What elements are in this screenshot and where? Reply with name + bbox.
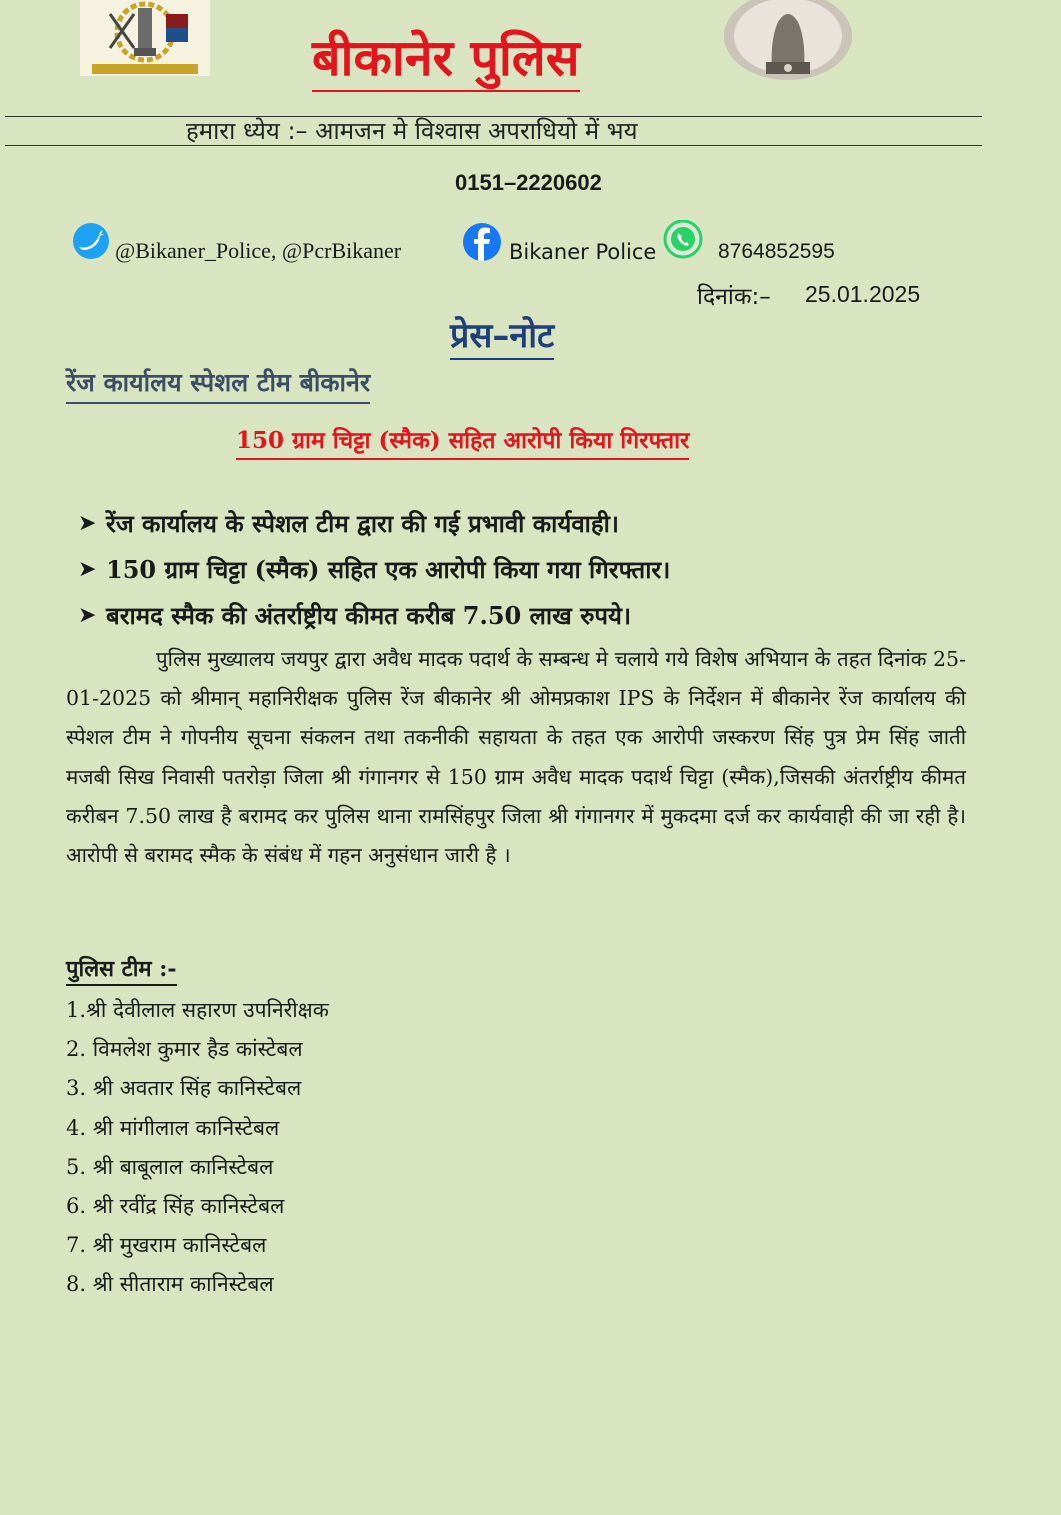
highlight-text: 150 ग्राम चिट्टा (स्मैक) सहित एक आरोपी किया गया गिरफ्तार। bbox=[106, 554, 671, 584]
news-headline: 150 ग्राम चिट्टा (स्मैक) सहित आरोपी किया गिरफ्तार bbox=[236, 424, 689, 460]
motto: हमारा ध्येय :– आमजन मे विश्वास अपराधियो में भय bbox=[186, 117, 638, 145]
body-paragraph: पुलिस मुख्यालय जयपुर द्वारा अवैध मादक पदार्थ के सम्बन्ध मे चलाये गये विशेष अभियान के तहत दिनांक 25-01-2025 को श्रीमान् महानिरीक्षक पुलिस रेंज बीकानेर श्री ओमप्रकाश IPS के निर्देशन में बीकानेर रेंज कार्यालय की स्पेशल टीम ने गोपनीय सूचना संकलन तथा तकनीकी सहायता के तहत एक आरोपी जस्करण सिंह पुत्र प्रेम सिंह जाती मजबी सिख निवासी पतरोड़ा जिला श्री गंगानगर से 150 ग्राम अवैध मादक पदार्थ चिट्टा (स्मैक),जिसकी अंतर्राष्ट्रीय कीमत करीबन 7.50 लाख है बरामद कर पुलिस थाना रामसिंहपुर जिला श्री गंगानगर में मुकदमा दर्ज कर कार्यवाही की जा रही है। आरोपी से बरामद स्मैक के संबंध में गहन अनुसंधान जारी है । bbox=[66, 647, 966, 868]
police-team-list bbox=[66, 992, 329, 1306]
team-member: 1.श्री देवीलाल सहारण उपनिरीक्षक bbox=[66, 998, 329, 1022]
facebook-icon bbox=[456, 222, 508, 262]
arrow-bullet-icon: ➤ bbox=[78, 510, 97, 536]
team-member: 2. विमलेश कुमार हैड कांस्टेबल bbox=[66, 1037, 303, 1062]
highlight-item bbox=[78, 592, 978, 638]
ashoka-emblem-icon bbox=[722, 0, 854, 82]
facebook-page-name[interactable]: Bikaner Police bbox=[509, 240, 657, 264]
police-team-heading: पुलिस टीम :- bbox=[66, 954, 177, 986]
twitter-icon bbox=[67, 222, 115, 260]
arrow-bullet-icon: ➤ bbox=[78, 602, 97, 628]
page-title: बीकानेर पुलिस bbox=[312, 26, 580, 92]
highlight-text: रेंज कार्यालय के स्पेशल टीम द्वारा की गई प्रभावी कार्यवाही। bbox=[106, 508, 619, 538]
twitter-handles[interactable]: @Bikaner_Police, @PcrBikaner bbox=[115, 238, 402, 263]
date-label: दिनांक:– bbox=[697, 284, 771, 310]
highlight-item bbox=[78, 546, 978, 592]
press-note-heading: प्रेस–नोट bbox=[450, 314, 554, 360]
team-member: 3. श्री अवतार सिंह कानिस्टेबल bbox=[66, 1076, 302, 1101]
date-value: 25.01.2025 bbox=[805, 281, 921, 307]
arrow-bullet-icon: ➤ bbox=[78, 556, 97, 582]
highlights-list bbox=[78, 500, 978, 638]
range-team-heading: रेंज कार्यालय स्पेशल टीम बीकानेर bbox=[66, 364, 370, 404]
rajasthan-police-emblem-icon bbox=[80, 0, 210, 76]
phone-number: 0151–2220602 bbox=[455, 170, 602, 195]
whatsapp-icon bbox=[660, 220, 706, 262]
team-member: 6. श्री रवींद्र सिंह कानिस्टेबल bbox=[66, 1193, 285, 1218]
divider-bottom bbox=[5, 145, 982, 146]
team-member: 5. श्री बाबूलाल कानिस्टेबल bbox=[66, 1154, 274, 1179]
highlight-item bbox=[78, 500, 978, 546]
team-member: 4. श्री मांगीलाल कानिस्टेबल bbox=[66, 1115, 280, 1140]
whatsapp-number[interactable]: 8764852595 bbox=[718, 240, 835, 263]
team-member: 7. श्री मुखराम कानिस्टेबल bbox=[66, 1233, 267, 1258]
team-member: 8. श्री सीताराम कानिस्टेबल bbox=[66, 1272, 274, 1297]
highlight-text: बरामद स्मैक की अंतर्राष्ट्रीय कीमत करीब 7.50 लाख रुपये। bbox=[106, 600, 632, 630]
